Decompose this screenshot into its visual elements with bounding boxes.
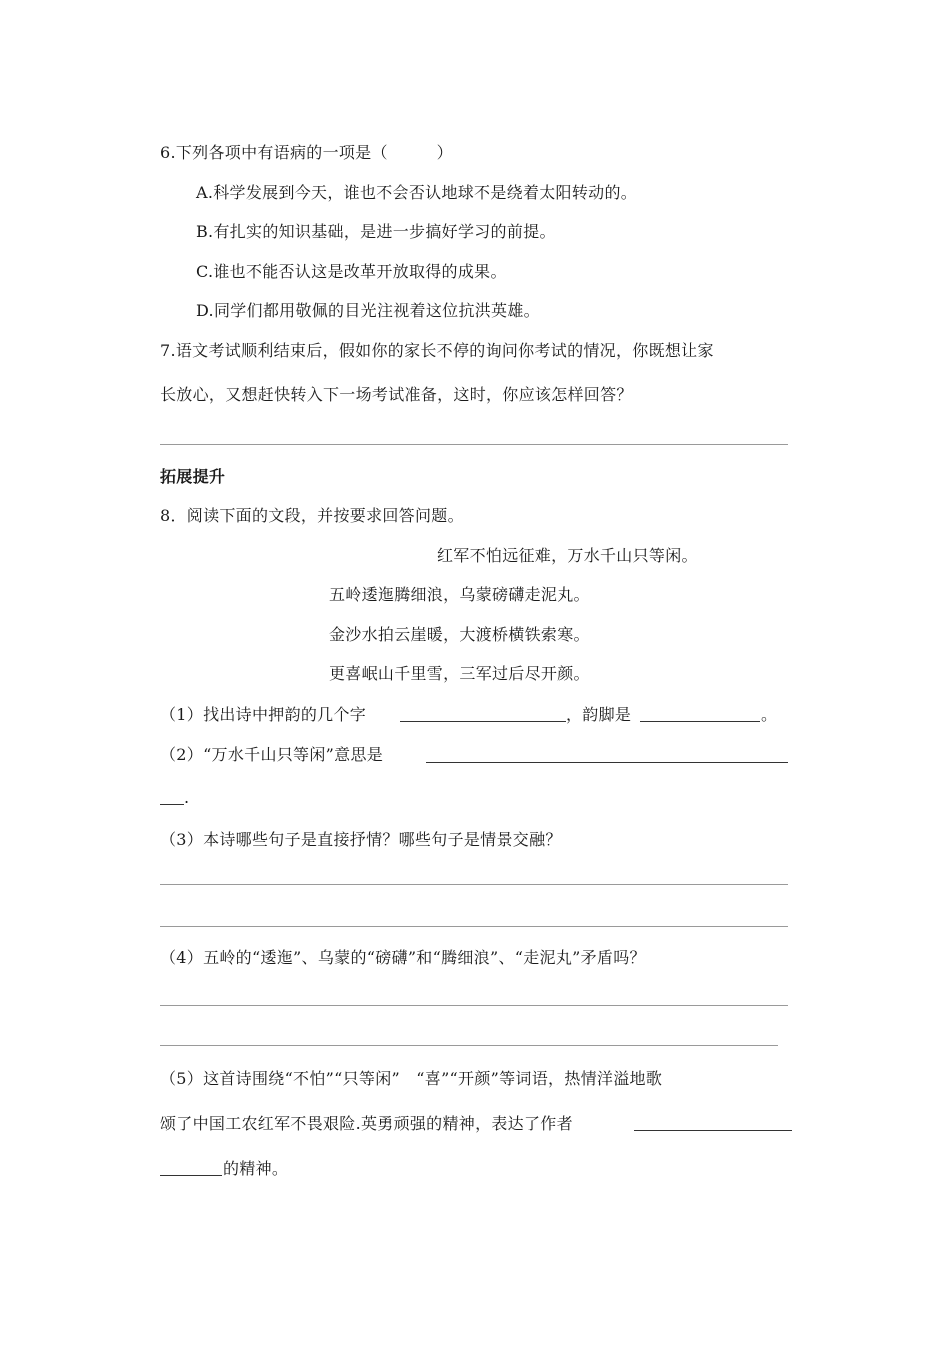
- q8-sub4-answer-line-1[interactable]: [160, 1005, 788, 1006]
- q6-stem: 6.下列各项中有语病的一项是（ ）: [160, 143, 453, 162]
- q8-sub1-end: 。: [761, 705, 778, 724]
- q8-stem: 8．阅读下面的文段，并按要求回答问题。: [160, 506, 464, 525]
- q8-sub5-blank-cont[interactable]: [160, 1175, 222, 1176]
- q8-sub2-prompt: （2）“万水千山只等闲”意思是: [160, 745, 384, 764]
- q8-sub5-line-2: 颂了中国工农红军不畏艰险.英勇顽强的精神，表达了作者: [160, 1114, 573, 1133]
- poem-line-4: 更喜岷山千里雪，三军过后尽开颜。: [329, 664, 590, 683]
- q8-sub2-blank-cont[interactable]: [160, 804, 184, 805]
- poem-line-3: 金沙水拍云崖暖，大渡桥横铁索寒。: [329, 625, 590, 644]
- q7-answer-line[interactable]: [160, 444, 788, 445]
- q8-sub1-blank-rhyme-foot[interactable]: [640, 721, 760, 722]
- poem-line-2: 五岭逶迤腾细浪，乌蒙磅礴走泥丸。: [329, 585, 590, 604]
- q8-sub2-blank[interactable]: [426, 762, 788, 763]
- q8-sub3-answer-line-2[interactable]: [160, 926, 788, 927]
- q8-sub1-mid: ，韵脚是: [566, 705, 632, 724]
- q8-sub3-answer-line-1[interactable]: [160, 884, 788, 885]
- q7-line-2: 长放心，又想赶快转入下一场考试准备，这时，你应该怎样回答？: [160, 385, 633, 404]
- q6-option-c: C.谁也不能否认这是改革开放取得的成果。: [196, 262, 507, 281]
- q6-option-b: B.有扎实的知识基础，是进一步搞好学习的前提。: [196, 222, 556, 241]
- q8-sub5-blank[interactable]: [634, 1130, 792, 1131]
- q7-line-1: 7.语文考试顺利结束后，假如你的家长不停的询问你考试的情况，你既想让家: [160, 341, 714, 360]
- q8-sub3-prompt: （3）本诗哪些句子是直接抒情？哪些句子是情景交融？: [160, 830, 562, 849]
- section-title: 拓展提升: [160, 467, 226, 486]
- q6-option-d: D.同学们都用敬佩的目光注视着这位抗洪英雄。: [196, 301, 540, 320]
- q8-sub5-line-1: （5）这首诗围绕“不怕”“只等闲” “喜”“开颜”等词语，热情洋溢地歌: [160, 1069, 663, 1088]
- q8-sub2-end: .: [184, 788, 190, 807]
- q6-option-a: A.科学发展到今天，谁也不会否认地球不是绕着太阳转动的。: [196, 183, 638, 202]
- q8-sub1-blank-rhymes[interactable]: [400, 721, 566, 722]
- q8-sub4-prompt: （4）五岭的“逶迤”、乌蒙的“磅礴”和“腾细浪”、“走泥丸”矛盾吗？: [160, 948, 646, 967]
- q8-sub4-answer-line-2[interactable]: [160, 1045, 778, 1046]
- q8-sub1-prompt: （1）找出诗中押韵的几个字: [160, 705, 367, 724]
- poem-line-1: 红军不怕远征难，万水千山只等闲。: [437, 546, 698, 565]
- q8-sub5-line-3: 的精神。: [223, 1159, 289, 1178]
